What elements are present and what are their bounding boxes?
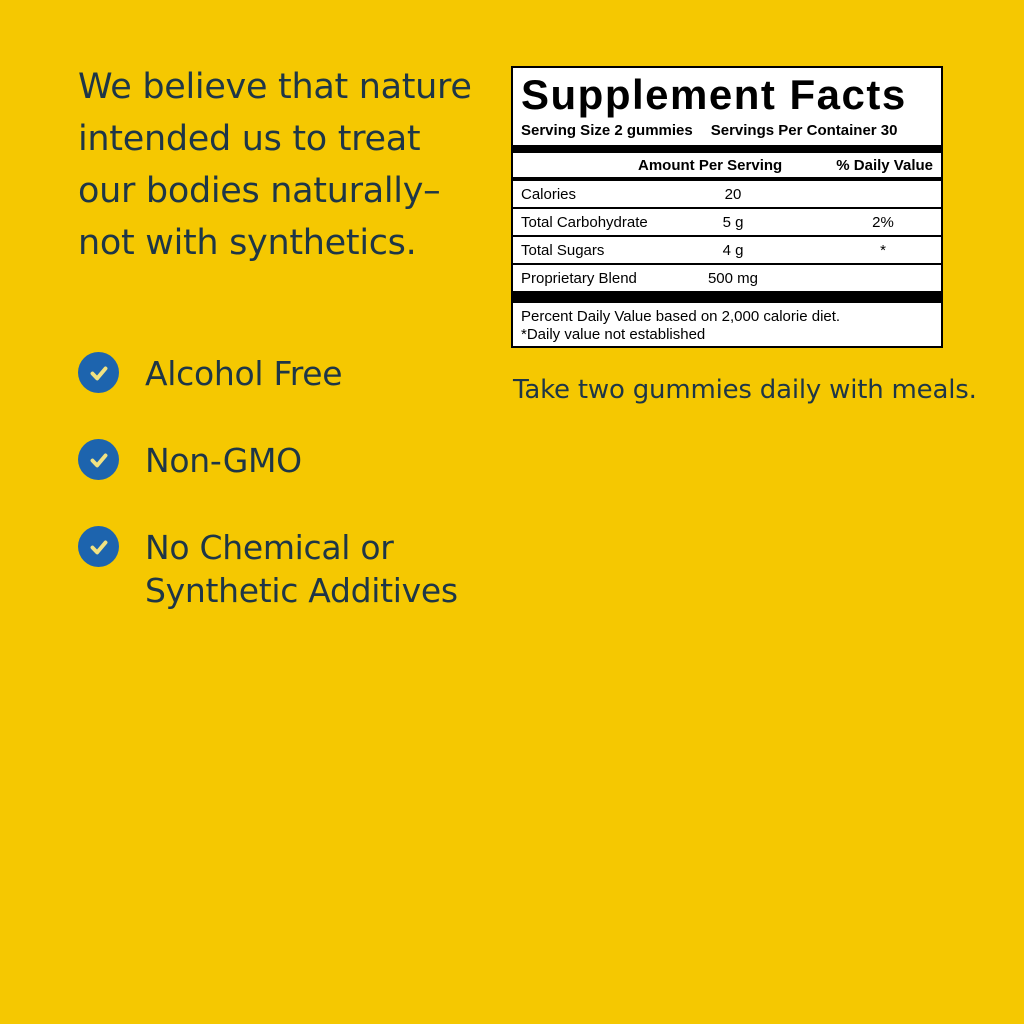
headline-line-4: not with synthetics. xyxy=(78,223,417,263)
serving-info xyxy=(521,122,933,139)
headline-line-2: intended us to treat xyxy=(78,119,421,159)
list-item-label: Non-GMO xyxy=(145,441,302,480)
list-item xyxy=(78,439,505,482)
footnote-line-1: Percent Daily Value based on 2,000 calorie diet. xyxy=(521,308,841,325)
table-row xyxy=(513,181,941,209)
column-header-daily-value: % Daily Value xyxy=(836,156,933,174)
check-icon xyxy=(86,534,112,560)
check-icon xyxy=(86,447,112,473)
usage-instruction: Take two gummies daily with meals. xyxy=(513,375,977,405)
table-row xyxy=(513,209,941,237)
check-icon-stroke xyxy=(92,368,105,378)
nutrient-amount: 4 g xyxy=(722,241,744,259)
nutrient-amount: 20 xyxy=(724,185,742,203)
footnote xyxy=(513,303,941,344)
nutrient-amount: 5 g xyxy=(722,213,744,231)
supplement-facts-panel xyxy=(511,66,943,348)
list-item-label: No Chemical or Synthetic Additives xyxy=(145,528,458,610)
table-row xyxy=(513,237,941,265)
check-icon xyxy=(86,360,112,386)
headline-line-1: We believe that nature xyxy=(78,67,472,107)
check-circle-badge xyxy=(78,439,119,480)
check-icon-stroke xyxy=(92,455,105,465)
servings-per-container: Servings Per Container 30 xyxy=(710,122,898,139)
nutrient-name: Calories xyxy=(521,185,577,203)
nutrient-name: Total Carbohydrate xyxy=(521,213,648,231)
list-item xyxy=(78,352,505,395)
list-item xyxy=(78,526,505,612)
serving-size: Serving Size 2 gummies xyxy=(521,122,693,139)
check-circle-badge xyxy=(78,352,119,393)
list-item-label: Alcohol Free xyxy=(145,354,343,393)
benefits-list xyxy=(78,352,505,656)
headline xyxy=(78,61,472,269)
nutrient-amount: 500 mg xyxy=(707,269,759,287)
column-header-amount: Amount Per Serving xyxy=(638,156,783,174)
divider-thick xyxy=(513,145,941,153)
check-icon-stroke xyxy=(92,542,105,552)
table-row xyxy=(513,265,941,293)
headline-line-3: our bodies naturally– xyxy=(78,171,441,211)
nutrient-daily-value: * xyxy=(880,241,886,259)
nutrient-daily-value: 2% xyxy=(872,213,894,231)
divider-thick xyxy=(513,293,941,303)
supplement-facts-title: Supplement Facts xyxy=(521,71,907,118)
table-header xyxy=(513,153,941,177)
check-circle-badge xyxy=(78,526,119,567)
nutrient-name: Proprietary Blend xyxy=(521,269,637,287)
nutrient-name: Total Sugars xyxy=(521,241,605,259)
footnote-line-2: *Daily value not established xyxy=(521,326,706,343)
